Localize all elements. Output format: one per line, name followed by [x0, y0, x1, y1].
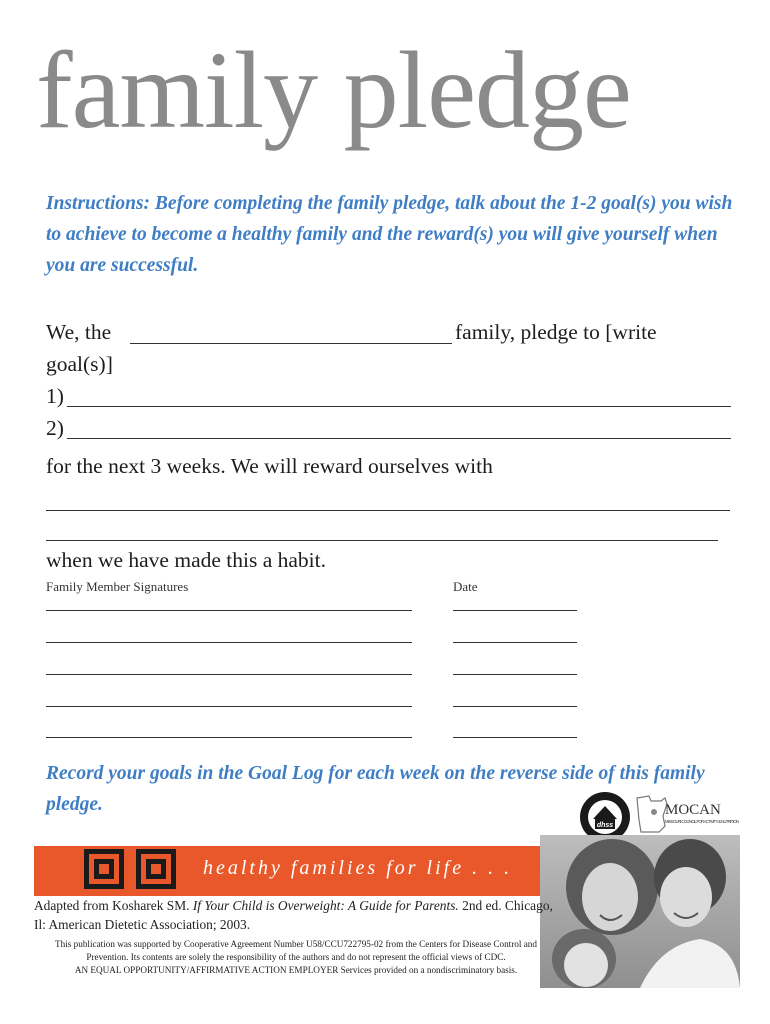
reward-line-1[interactable] — [46, 510, 730, 511]
square-logo-icon — [84, 849, 124, 889]
signature-line[interactable] — [46, 610, 412, 611]
mocan-logo-name: MOCAN — [665, 802, 721, 818]
habit-text: when we have made this a habit. — [46, 548, 327, 572]
square-logo-icon — [136, 849, 176, 889]
cdc-disclaimer: This publication was supported by Cooperative Agreement Number U58/CCU722795-02 from the Centers for Disease Control and Prevention. Its contents are solely the responsibility of the authors and do not represent the official views of CDC. — [55, 939, 537, 962]
adapted-prefix: Adapted from Kosharek SM. — [34, 898, 193, 913]
banner-tagline: healthy families for life . . . — [203, 857, 513, 879]
pledge-we-the: We, the — [46, 320, 112, 344]
goal-2-label: 2) — [46, 416, 64, 440]
adapted-book-title: If Your Child is Overweight: A Guide for Parents. — [192, 898, 459, 913]
signature-line[interactable] — [46, 674, 412, 675]
date-line[interactable] — [453, 737, 577, 738]
date-line[interactable] — [453, 642, 577, 643]
family-name-line[interactable] — [130, 343, 452, 344]
record-goals-note: Record your goals in the Goal Log for each week on the reverse side of this family pledge. — [46, 763, 705, 815]
date-line[interactable] — [453, 674, 577, 675]
family-photo — [540, 835, 740, 988]
equal-opportunity-statement: AN EQUAL OPPORTUNITY/AFFIRMATIVE ACTION EMPLOYER Services provided on a nondiscriminatory basis. — [74, 964, 518, 975]
reward-line-2[interactable] — [46, 540, 718, 541]
mocan-logo-subtitle: MISSOURI COUNCIL FOR ACTIVITY & NUTRITION — [665, 819, 739, 824]
mocan-logo — [635, 792, 741, 838]
signature-line[interactable] — [46, 642, 412, 643]
goal-1-line[interactable] — [67, 406, 731, 407]
signatures-label: Family Member Signatures — [46, 579, 189, 594]
goals-label: goal(s)] — [46, 352, 113, 376]
funding-footnote — [40, 938, 552, 976]
date-line[interactable] — [453, 706, 577, 707]
pledge-family-text: family, pledge to [write — [455, 320, 657, 344]
instructions-text: Instructions: Before completing the family pledge, talk about the 1-2 goal(s) you wish to achieve to become a healthy family and the reward(s) you will give yourself when you are successful. — [46, 193, 733, 276]
date-line[interactable] — [453, 610, 577, 611]
signature-line[interactable] — [46, 737, 412, 738]
date-label: Date — [453, 579, 478, 594]
signature-line[interactable] — [46, 706, 412, 707]
goal-1-label: 1) — [46, 384, 64, 408]
adapted-from-text — [34, 896, 554, 934]
dhss-logo-text: dhss — [596, 822, 614, 829]
page-title: family pledge — [36, 29, 631, 151]
next-weeks-text: for the next 3 weeks. We will reward ourselves with — [46, 454, 493, 478]
goal-2-line[interactable] — [67, 438, 731, 439]
adapted-suffix: 2nd ed. Chicago, Il: American Dietetic Association; 2003. — [34, 898, 553, 932]
